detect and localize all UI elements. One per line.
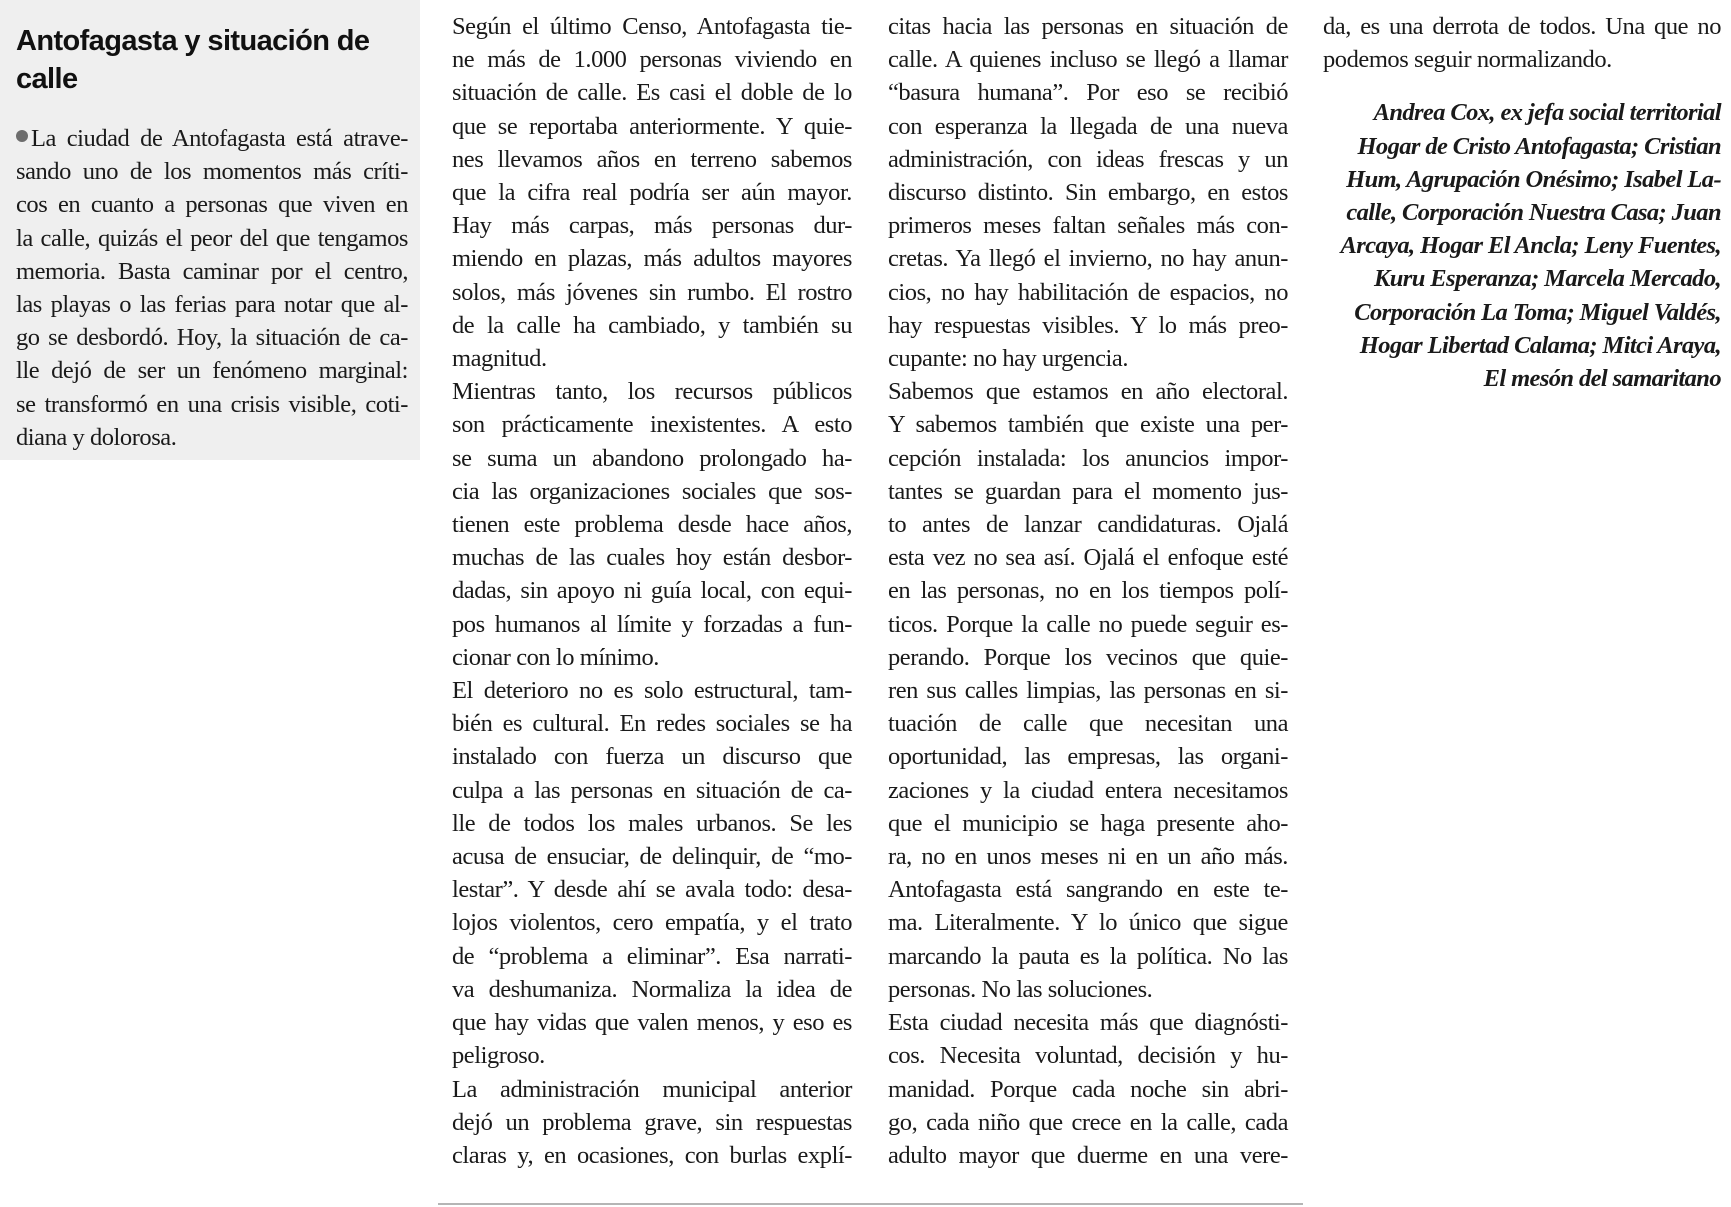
text-line: lojos violentos, cero empatía, y el trato — [452, 909, 852, 937]
text-line: to antes de lanzar candidaturas. Ojalá — [888, 511, 1288, 539]
text-line: miendo en plazas, más adultos mayores — [452, 245, 852, 273]
lead-line: cos en cuanto a personas que viven en — [16, 191, 408, 219]
signature-line: calle, Corporación Nuestra Casa; Juan — [1346, 199, 1721, 227]
text-line: son prácticamente inexistentes. A esto — [452, 411, 852, 439]
headline: Antofagasta y situación de calle — [16, 25, 370, 95]
text-line: hay respuestas visibles. Y lo más preo- — [888, 311, 1288, 339]
text-line: dadas, sin apoyo ni guía local, con equi- — [452, 577, 852, 605]
text-line: go, cada niño que crece en la calle, cada — [888, 1108, 1288, 1136]
text-line: administración, con ideas frescas y un — [888, 145, 1288, 173]
body-column-3 — [888, 10, 1288, 1172]
body-column-4 — [1323, 10, 1721, 395]
lead-line: diana y dolorosa. — [16, 423, 177, 451]
text-line: con esperanza la llegada de una nueva — [888, 112, 1288, 140]
text-line: cepción instalada: los anuncios impor- — [888, 444, 1288, 472]
text-line: que hay vidas que valen menos, y eso es — [452, 1009, 852, 1037]
text-line: pos humanos al límite y forzadas a fun- — [452, 610, 852, 638]
text-line: acusa de ensuciar, de delinquir, de “mo- — [452, 843, 852, 871]
text-line: ne más de 1.000 personas viviendo en — [452, 46, 852, 74]
text-line: lle de todos los males urbanos. Se les — [452, 809, 852, 837]
text-line: cupante: no hay urgencia. — [888, 345, 1129, 373]
text-line: cos. Necesita voluntad, decisión y hu- — [888, 1042, 1288, 1070]
text-line: magnitud. — [452, 345, 547, 373]
text-line: cios, no hay habilitación de espacios, no — [888, 278, 1288, 306]
text-line: Y sabemos también que existe una per- — [888, 411, 1288, 439]
lead-line: go se desbordó. Hoy, la situación de ca- — [16, 324, 408, 352]
text-line: ra, no en unos meses ni en un año más. — [888, 843, 1288, 871]
text-line: tantes se guardan para el momento jus- — [888, 477, 1288, 505]
text-line: da, es una derrota de todos. Una que no — [1323, 13, 1721, 40]
lead-line: La ciudad de Antofagasta está atrave- — [16, 122, 408, 155]
lead-line: las playas o las ferias para notar que al- — [16, 291, 408, 319]
text-line: muchas de las cuales hoy están desbor- — [452, 544, 852, 572]
text-line: se suma un abandono prolongado ha- — [452, 444, 852, 472]
text-line: adulto mayor que duerme en una vere- — [888, 1141, 1288, 1169]
text-line: que el municipio se haga presente aho- — [888, 809, 1288, 837]
text-line: que la cifra real podría ser aún mayor. — [452, 179, 852, 207]
lead-line: la calle, quizás el peor del que tengamos — [16, 224, 408, 252]
signature-line: Hogar Libertad Calama; Mitci Araya, — [1359, 331, 1721, 359]
text-line: cionar con lo mínimo. — [452, 643, 659, 671]
lead-column — [0, 0, 420, 460]
text-line: tuación de calle que necesitan una — [888, 710, 1288, 738]
text-line: peligroso. — [452, 1042, 545, 1070]
body-column-2 — [452, 10, 852, 1172]
bottom-divider — [438, 1203, 1303, 1205]
text-line: oportunidad, las empresas, las organi- — [888, 743, 1288, 771]
signature-line: Andrea Cox, ex jefa social territorial — [1373, 99, 1721, 127]
text-line: citas hacia las personas en situación de — [888, 13, 1288, 40]
signature-line: El mesón del samaritano — [1483, 365, 1721, 393]
text-line: que se reportaba anteriormente. Y quie- — [452, 112, 852, 140]
text-line: Antofagasta está sangrando en este te- — [888, 876, 1288, 904]
text-line: va deshumaniza. Normaliza la idea de — [452, 975, 852, 1003]
lead-line: se transformó en una crisis visible, coti- — [16, 390, 408, 418]
text-line: de la calle ha cambiado, y también su — [452, 311, 852, 339]
text-line: Según el último Censo, Antofagasta tie- — [452, 13, 852, 40]
text-line: cretas. Ya llegó el invierno, no hay anun- — [888, 245, 1288, 273]
signature-line: Corporación La Toma; Miguel Valdés, — [1354, 298, 1721, 326]
text-line: lestar”. Y desde ahí se avala todo: desa- — [452, 876, 852, 904]
text-line: Esta ciudad necesita más que diagnósti- — [888, 1009, 1288, 1037]
text-line: situación de calle. Es casi el doble de lo — [452, 79, 852, 107]
text-line: bién es cultural. En redes sociales se ha — [452, 710, 852, 738]
text-line: ticos. Porque la calle no puede seguir es- — [888, 610, 1288, 638]
lead-line: sando uno de los momentos más críti- — [16, 158, 408, 186]
signature-line: Kuru Esperanza; Marcela Mercado, — [1374, 265, 1721, 293]
text-line: dejó un problema grave, sin respuestas — [452, 1108, 852, 1136]
text-line: podemos seguir normalizando. — [1323, 46, 1612, 74]
lead-line: memoria. Basta caminar por el centro, — [16, 257, 408, 285]
text-line: personas. No las soluciones. — [888, 975, 1153, 1003]
text-line: nes llevamos años en terreno sabemos — [452, 145, 852, 173]
text-line: culpa a las personas en situación de ca- — [452, 776, 852, 804]
text-line: esta vez no sea así. Ojalá el enfoque esté — [888, 544, 1288, 572]
text-line: “basura humana”. Por eso se recibió — [888, 79, 1288, 107]
text-line: solos, más jóvenes sin rumbo. El rostro — [452, 278, 852, 306]
signature-block — [1323, 96, 1721, 395]
text-line: Sabemos que estamos en año electoral. — [888, 378, 1288, 406]
text-line: tienen este problema desde hace años, — [452, 511, 852, 539]
signature-line: Hum, Agrupación Onésimo; Isabel La- — [1346, 165, 1721, 193]
text-line: claras y, en ocasiones, con burlas explí- — [452, 1141, 852, 1169]
signature-line: Hogar de Cristo Antofagasta; Cristian — [1357, 132, 1721, 160]
text-line: La administración municipal anterior — [452, 1075, 852, 1103]
text-line: ren sus calles limpias, las personas en si- — [888, 677, 1288, 705]
text-line: calle. A quienes incluso se llegó a llamar — [888, 46, 1288, 74]
text-line: cia las organizaciones sociales que sos- — [452, 477, 852, 505]
bullet-icon — [16, 130, 28, 142]
text-line: instalado con fuerza un discurso que — [452, 743, 852, 771]
text-line: perando. Porque los vecinos que quie- — [888, 643, 1288, 671]
text-line: Hay más carpas, más personas dur- — [452, 212, 852, 240]
text-line: en las personas, no en los tiempos polí- — [888, 577, 1288, 605]
text-line: discurso distinto. Sin embargo, en estos — [888, 179, 1288, 207]
text-line: manidad. Porque cada noche sin abri- — [888, 1075, 1288, 1103]
text-line: marcando la pauta es la política. No las — [888, 942, 1288, 970]
lead-paragraph — [16, 122, 408, 454]
text-line: de “problema a eliminar”. Esa narrati- — [452, 942, 852, 970]
text-line: ma. Literalmente. Y lo único que sigue — [888, 909, 1288, 937]
signature-line: Arcaya, Hogar El Ancla; Leny Fuentes, — [1340, 232, 1721, 260]
lead-line: lle dejó de ser un fenómeno marginal: — [16, 357, 408, 385]
text-line: zaciones y la ciudad entera necesitamos — [888, 776, 1288, 804]
text-line: primeros meses faltan señales más con- — [888, 212, 1288, 240]
text-line: Mientras tanto, los recursos públicos — [452, 378, 852, 406]
text-line: El deterioro no es solo estructural, tam- — [452, 677, 852, 705]
